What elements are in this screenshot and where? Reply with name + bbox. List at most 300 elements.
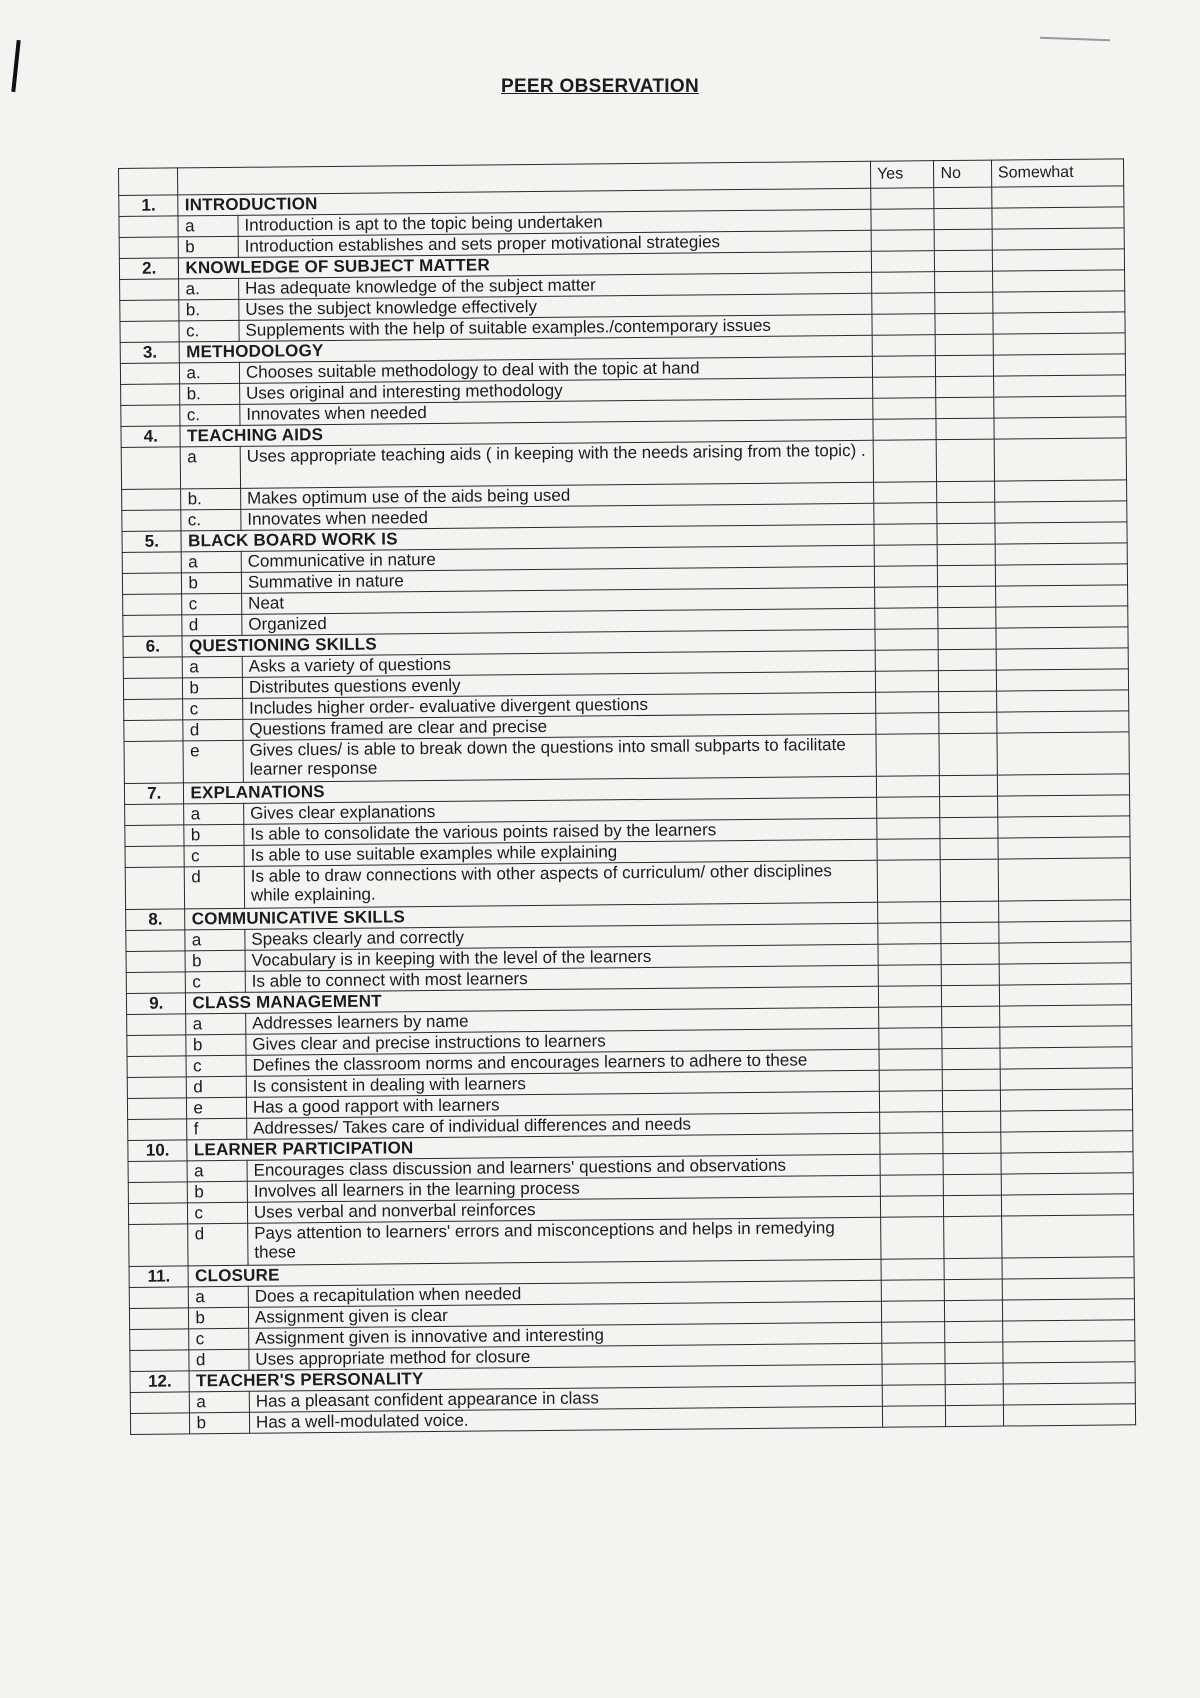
criterion-letter: c [183, 698, 243, 720]
no-cell[interactable] [943, 1111, 1001, 1133]
no-cell[interactable] [945, 1321, 1003, 1343]
yes-cell[interactable] [878, 902, 942, 924]
somewhat-cell[interactable] [996, 669, 1128, 691]
criterion-text: Has a pleasant confident appearance in class [249, 1385, 882, 1412]
header-no: No [934, 160, 992, 188]
section-title: METHODOLOGY [180, 335, 873, 363]
somewhat-cell[interactable] [995, 585, 1127, 607]
section-title: LEARNER PARTICIPATION [187, 1133, 880, 1161]
no-cell[interactable] [935, 250, 993, 272]
no-cell[interactable] [937, 523, 995, 545]
no-cell[interactable] [938, 544, 996, 566]
criterion-text: Uses appropriate method for closure [249, 1343, 882, 1370]
criterion-text: Is consistent in dealing with learners [246, 1070, 879, 1097]
yes-cell[interactable] [881, 1280, 945, 1302]
criterion-letter: a [185, 929, 245, 951]
somewhat-cell[interactable] [992, 228, 1124, 250]
criterion-text: Addresses learners by name [246, 1007, 879, 1034]
criterion-letter: c [189, 1328, 249, 1350]
no-cell[interactable] [940, 817, 998, 839]
section-title: TEACHER'S PERSONALITY [190, 1364, 883, 1392]
yes-cell[interactable] [872, 314, 936, 336]
criterion-letter: a [186, 1013, 246, 1035]
no-cell[interactable] [936, 397, 994, 419]
somewhat-cell[interactable] [996, 627, 1128, 649]
yes-cell[interactable] [875, 587, 939, 609]
criterion-letter: c. [179, 320, 239, 342]
yes-cell[interactable] [879, 1091, 943, 1113]
no-cell[interactable] [944, 1258, 1002, 1280]
criterion-text: Makes optimum use of the aids being used [241, 482, 874, 509]
yes-cell[interactable] [872, 335, 936, 357]
yes-cell[interactable] [874, 503, 938, 525]
no-cell[interactable] [946, 1384, 1004, 1406]
criterion-text: Does a recapitulation when needed [248, 1280, 881, 1307]
yes-cell[interactable] [879, 1007, 943, 1029]
section-title: CLASS MANAGEMENT [186, 986, 879, 1014]
yes-cell[interactable] [880, 1112, 944, 1134]
no-cell[interactable] [936, 334, 994, 356]
section-number: 5. [122, 531, 182, 553]
blank-number-cell [127, 1056, 187, 1078]
criterion-letter: a [190, 1391, 250, 1413]
somewhat-cell[interactable] [1000, 1005, 1132, 1027]
yes-cell[interactable] [876, 713, 940, 735]
somewhat-cell[interactable] [994, 438, 1126, 481]
criterion-letter: b [179, 236, 239, 258]
blank-number-cell [120, 363, 180, 385]
blank-number-cell [130, 1350, 190, 1372]
yes-cell[interactable] [875, 629, 939, 651]
criterion-letter: d [183, 719, 243, 741]
criterion-letter: d [182, 614, 242, 636]
yes-cell[interactable] [877, 839, 941, 861]
header-somewhat: Somewhat [991, 159, 1123, 187]
section-number: 4. [121, 426, 181, 448]
blank-number-cell [128, 1182, 188, 1204]
criterion-letter: b [185, 950, 245, 972]
no-cell[interactable] [943, 1069, 1001, 1091]
section-number: 8. [126, 909, 186, 931]
no-cell[interactable] [937, 481, 995, 503]
criterion-text: Is able to use suitable examples while explaining [244, 839, 877, 866]
somewhat-cell[interactable] [1001, 1152, 1133, 1174]
somewhat-cell[interactable] [992, 270, 1124, 292]
blank-number-cell [120, 300, 180, 322]
yes-cell[interactable] [881, 1301, 945, 1323]
somewhat-cell[interactable] [996, 648, 1128, 670]
criterion-letter: c [186, 971, 246, 993]
somewhat-cell[interactable] [1003, 1404, 1135, 1426]
no-cell[interactable] [935, 292, 993, 314]
somewhat-cell[interactable] [995, 501, 1127, 523]
no-cell[interactable] [941, 901, 999, 923]
blank-number-cell [120, 321, 180, 343]
yes-cell[interactable] [874, 545, 938, 567]
yes-cell[interactable] [878, 923, 942, 945]
no-cell[interactable] [934, 208, 992, 230]
somewhat-cell[interactable] [1001, 1173, 1133, 1195]
criterion-text: Neat [242, 587, 875, 614]
section-number: 9. [126, 993, 186, 1015]
somewhat-cell[interactable] [992, 207, 1124, 229]
section-title: QUESTIONING SKILLS [182, 629, 875, 657]
blank-number-cell [125, 846, 185, 868]
criterion-text: Assignment given is clear [248, 1301, 881, 1328]
criterion-letter: a [182, 551, 242, 573]
criterion-text: Vocabulary is in keeping with the level of the learners [245, 944, 878, 971]
no-cell[interactable] [934, 187, 992, 209]
criterion-text: Gives clues/ is able to break down the questions into small subparts to facilitate learner response [243, 734, 876, 782]
criterion-text: Pays attention to learners' errors and misconceptions and helps in remedying these [248, 1217, 881, 1265]
criterion-letter: d [189, 1349, 249, 1371]
yes-cell[interactable] [873, 440, 937, 483]
blank-number-cell [122, 489, 182, 511]
somewhat-cell[interactable] [998, 900, 1130, 922]
blank-number-cell [120, 279, 180, 301]
blank-number-cell [122, 573, 182, 595]
yes-cell[interactable] [873, 419, 937, 441]
blank-number-cell [129, 1224, 189, 1267]
section-title: KNOWLEDGE OF SUBJECT MATTER [179, 251, 872, 279]
criterion-letter: c [188, 1202, 248, 1224]
criterion-text: Introduction establishes and sets proper motivational strategies [238, 230, 871, 257]
criterion-text: Summative in nature [241, 566, 874, 593]
somewhat-cell[interactable] [1002, 1215, 1134, 1258]
yes-cell[interactable] [880, 1196, 944, 1218]
no-cell[interactable] [945, 1279, 1003, 1301]
no-cell[interactable] [941, 943, 999, 965]
no-cell[interactable] [943, 1090, 1001, 1112]
yes-cell[interactable] [878, 944, 942, 966]
blank-number-cell [129, 1308, 189, 1330]
somewhat-cell[interactable] [994, 480, 1126, 502]
somewhat-cell[interactable] [998, 837, 1130, 859]
no-cell[interactable] [946, 1405, 1004, 1427]
blank-number-cell [124, 741, 184, 784]
somewhat-cell[interactable] [993, 291, 1125, 313]
no-cell[interactable] [941, 859, 999, 902]
header-yes: Yes [870, 161, 934, 189]
criterion-text: Has adequate knowledge of the subject matter [239, 272, 872, 299]
no-cell[interactable] [941, 922, 999, 944]
yes-cell[interactable] [882, 1406, 946, 1428]
yes-cell[interactable] [882, 1322, 946, 1344]
criterion-text: Speaks clearly and correctly [245, 923, 878, 950]
somewhat-cell[interactable] [995, 522, 1127, 544]
criterion-text: Asks a variety of questions [242, 650, 875, 677]
somewhat-cell[interactable] [993, 354, 1125, 376]
criterion-letter: b [183, 677, 243, 699]
yes-cell[interactable] [871, 230, 935, 252]
no-cell[interactable] [945, 1363, 1003, 1385]
blank-number-cell [125, 825, 185, 847]
yes-cell[interactable] [877, 797, 941, 819]
section-number: 3. [120, 342, 180, 364]
section-number: 11. [129, 1266, 189, 1288]
criterion-text: Chooses suitable methodology to deal with the topic at hand [239, 356, 872, 383]
blank-number-cell [127, 1077, 187, 1099]
yes-cell[interactable] [874, 566, 938, 588]
blank-number-cell [126, 951, 186, 973]
somewhat-cell[interactable] [1000, 1089, 1132, 1111]
somewhat-cell[interactable] [994, 417, 1126, 439]
no-cell[interactable] [938, 607, 996, 629]
blank-number-cell [121, 405, 181, 427]
criterion-letter: d [185, 866, 245, 909]
no-cell[interactable] [945, 1300, 1003, 1322]
criterion-letter: b. [181, 488, 241, 510]
section-title: EXPLANATIONS [184, 776, 877, 804]
yes-cell[interactable] [874, 524, 938, 546]
blank-number-cell [124, 699, 184, 721]
yes-cell[interactable] [879, 1028, 943, 1050]
yes-cell[interactable] [882, 1364, 946, 1386]
somewhat-cell[interactable] [993, 375, 1125, 397]
criterion-text: Includes higher order- evaluative divergent questions [243, 692, 876, 719]
criterion-text: Organized [242, 608, 875, 635]
criterion-text: Gives clear and precise instructions to learners [246, 1028, 879, 1055]
criterion-letter: b [184, 824, 244, 846]
criterion-letter: b [186, 1034, 246, 1056]
somewhat-cell[interactable] [993, 312, 1125, 334]
criterion-letter: a [178, 215, 238, 237]
observation-checklist-table [118, 158, 1136, 1435]
section-number: 10. [128, 1140, 188, 1162]
blank-number-cell [127, 1098, 187, 1120]
yes-cell[interactable] [873, 398, 937, 420]
no-cell[interactable] [936, 418, 994, 440]
no-cell[interactable] [935, 271, 993, 293]
yes-cell[interactable] [873, 377, 937, 399]
no-cell[interactable] [942, 985, 1000, 1007]
somewhat-cell[interactable] [996, 690, 1128, 712]
yes-cell[interactable] [872, 356, 936, 378]
somewhat-cell[interactable] [1003, 1320, 1135, 1342]
yes-cell[interactable] [882, 1385, 946, 1407]
somewhat-cell[interactable] [994, 396, 1126, 418]
yes-cell[interactable] [876, 734, 940, 777]
no-cell[interactable] [943, 1153, 1001, 1175]
somewhat-cell[interactable] [1002, 1299, 1134, 1321]
somewhat-cell[interactable] [997, 795, 1129, 817]
criterion-letter: c [186, 1055, 246, 1077]
blank-number-cell [123, 657, 183, 679]
yes-cell[interactable] [880, 1154, 944, 1176]
yes-cell[interactable] [877, 860, 941, 903]
no-cell[interactable] [937, 502, 995, 524]
criterion-letter: b [182, 572, 242, 594]
blank-number-cell [122, 510, 182, 532]
somewhat-cell[interactable] [1001, 1194, 1133, 1216]
somewhat-cell[interactable] [992, 249, 1124, 271]
criterion-text: Addresses/ Takes care of individual differences and needs [247, 1112, 880, 1139]
no-cell[interactable] [939, 733, 997, 776]
checklist-body [119, 159, 1136, 1435]
somewhat-cell[interactable] [999, 942, 1131, 964]
yes-cell[interactable] [881, 1259, 945, 1281]
no-cell[interactable] [942, 1048, 1000, 1070]
yes-cell[interactable] [874, 482, 938, 504]
blank-number-cell [125, 867, 185, 910]
somewhat-cell[interactable] [998, 816, 1130, 838]
criterion-letter: c. [181, 509, 241, 531]
yes-cell[interactable] [872, 293, 936, 315]
blank-number-cell [128, 1161, 188, 1183]
blank-number-cell [128, 1203, 188, 1225]
criterion-letter: a [181, 446, 241, 489]
yes-cell[interactable] [880, 1175, 944, 1197]
no-cell[interactable] [945, 1342, 1003, 1364]
somewhat-cell[interactable] [999, 921, 1131, 943]
yes-cell[interactable] [875, 608, 939, 630]
criterion-text: Has a good rapport with learners [246, 1091, 879, 1118]
yes-cell[interactable] [877, 818, 941, 840]
criterion-text: Uses original and interesting methodology [240, 377, 873, 404]
blank-number-cell [126, 972, 186, 994]
somewhat-cell[interactable] [1002, 1278, 1134, 1300]
criterion-letter: c [182, 593, 242, 615]
no-cell[interactable] [942, 964, 1000, 986]
no-cell[interactable] [938, 586, 996, 608]
yes-cell[interactable] [875, 671, 939, 693]
yes-cell[interactable] [871, 209, 935, 231]
somewhat-cell[interactable] [1000, 1047, 1132, 1069]
criterion-text: Uses verbal and nonverbal reinforces [247, 1196, 880, 1223]
somewhat-cell[interactable] [1001, 1110, 1133, 1132]
yes-cell[interactable] [871, 251, 935, 273]
somewhat-cell[interactable] [992, 186, 1124, 208]
blank-number-cell [121, 447, 181, 490]
no-cell[interactable] [939, 670, 997, 692]
yes-cell[interactable] [876, 776, 940, 798]
no-cell[interactable] [937, 439, 995, 482]
somewhat-cell[interactable] [1003, 1341, 1135, 1363]
section-number: 6. [123, 636, 183, 658]
somewhat-cell[interactable] [1000, 1026, 1132, 1048]
criterion-text: Gives clear explanations [244, 797, 877, 824]
somewhat-cell[interactable] [997, 774, 1129, 796]
no-cell[interactable] [936, 376, 994, 398]
somewhat-cell[interactable] [1002, 1257, 1134, 1279]
criterion-letter: b. [180, 383, 240, 405]
criterion-letter: e [187, 1097, 247, 1119]
section-number: 2. [119, 258, 179, 280]
no-cell[interactable] [939, 712, 997, 734]
somewhat-cell[interactable] [998, 858, 1130, 901]
section-number: 7. [124, 783, 184, 805]
no-cell[interactable] [942, 1006, 1000, 1028]
criterion-letter: d [188, 1223, 248, 1266]
blank-number-cell [130, 1329, 190, 1351]
yes-cell[interactable] [879, 1070, 943, 1092]
no-cell[interactable] [944, 1195, 1002, 1217]
no-cell[interactable] [940, 838, 998, 860]
criterion-letter: d [187, 1076, 247, 1098]
blank-number-cell [122, 552, 182, 574]
somewhat-cell[interactable] [995, 543, 1127, 565]
no-cell[interactable] [942, 1027, 1000, 1049]
no-cell[interactable] [943, 1132, 1001, 1154]
blank-number-cell [127, 1035, 187, 1057]
yes-cell[interactable] [878, 965, 942, 987]
somewhat-cell[interactable] [999, 984, 1131, 1006]
no-cell[interactable] [938, 565, 996, 587]
criterion-text: Uses appropriate teaching aids ( in keeping with the needs arising from the topic) . [240, 440, 873, 488]
criterion-text: Uses the subject knowledge effectively [239, 293, 872, 320]
criterion-letter: a. [179, 278, 239, 300]
criterion-letter: a [184, 803, 244, 825]
yes-cell[interactable] [879, 1049, 943, 1071]
yes-cell[interactable] [882, 1343, 946, 1365]
no-cell[interactable] [940, 796, 998, 818]
section-title: COMMUNICATIVE SKILLS [185, 902, 878, 930]
criterion-text: Introduction is apt to the topic being undertaken [238, 209, 871, 236]
page-title: PEER OBSERVATION [500, 76, 699, 97]
blank-number-cell [119, 216, 179, 238]
no-cell[interactable] [935, 313, 993, 335]
no-cell[interactable] [938, 628, 996, 650]
blank-number-cell [127, 1014, 187, 1036]
criterion-text: Questions framed are clear and precise [243, 713, 876, 740]
criterion-text: Communicative in nature [241, 545, 874, 572]
criterion-letter: b [188, 1181, 248, 1203]
somewhat-cell[interactable] [996, 606, 1128, 628]
blank-number-cell [129, 1287, 189, 1309]
no-cell[interactable] [944, 1216, 1002, 1259]
no-cell[interactable] [939, 649, 997, 671]
section-number: 12. [130, 1371, 190, 1393]
yes-cell[interactable] [871, 188, 935, 210]
somewhat-cell[interactable] [995, 564, 1127, 586]
no-cell[interactable] [940, 775, 998, 797]
somewhat-cell[interactable] [1001, 1131, 1133, 1153]
no-cell[interactable] [944, 1174, 1002, 1196]
no-cell[interactable] [936, 355, 994, 377]
observation-form [118, 158, 1136, 1435]
blank-number-cell [123, 594, 183, 616]
section-title: INTRODUCTION [178, 188, 871, 216]
somewhat-cell[interactable] [997, 732, 1129, 775]
somewhat-cell[interactable] [999, 963, 1131, 985]
scan-smudge [1040, 37, 1110, 41]
somewhat-cell[interactable] [1003, 1383, 1135, 1405]
criterion-text: Assignment given is innovative and interesting [249, 1322, 882, 1349]
blank-number-cell [126, 930, 186, 952]
yes-cell[interactable] [875, 650, 939, 672]
no-cell[interactable] [935, 229, 993, 251]
somewhat-cell[interactable] [1000, 1068, 1132, 1090]
blank-number-cell [130, 1413, 190, 1435]
criterion-letter: b [189, 1307, 249, 1329]
no-cell[interactable] [939, 691, 997, 713]
blank-number-cell [121, 384, 181, 406]
somewhat-cell[interactable] [1003, 1362, 1135, 1384]
yes-cell[interactable] [878, 986, 942, 1008]
criterion-letter: b [190, 1412, 250, 1434]
somewhat-cell[interactable] [993, 333, 1125, 355]
blank-number-cell [128, 1119, 188, 1141]
yes-cell[interactable] [880, 1133, 944, 1155]
yes-cell[interactable] [872, 272, 936, 294]
yes-cell[interactable] [881, 1217, 945, 1260]
criterion-text: Is able to draw connections with other aspects of curriculum/ other disciplines while explaining. [244, 860, 877, 908]
criterion-text: Supplements with the help of suitable examples./contemporary issues [239, 314, 872, 341]
criterion-letter: c [184, 845, 244, 867]
blank-number-cell [123, 678, 183, 700]
yes-cell[interactable] [876, 692, 940, 714]
somewhat-cell[interactable] [997, 711, 1129, 733]
